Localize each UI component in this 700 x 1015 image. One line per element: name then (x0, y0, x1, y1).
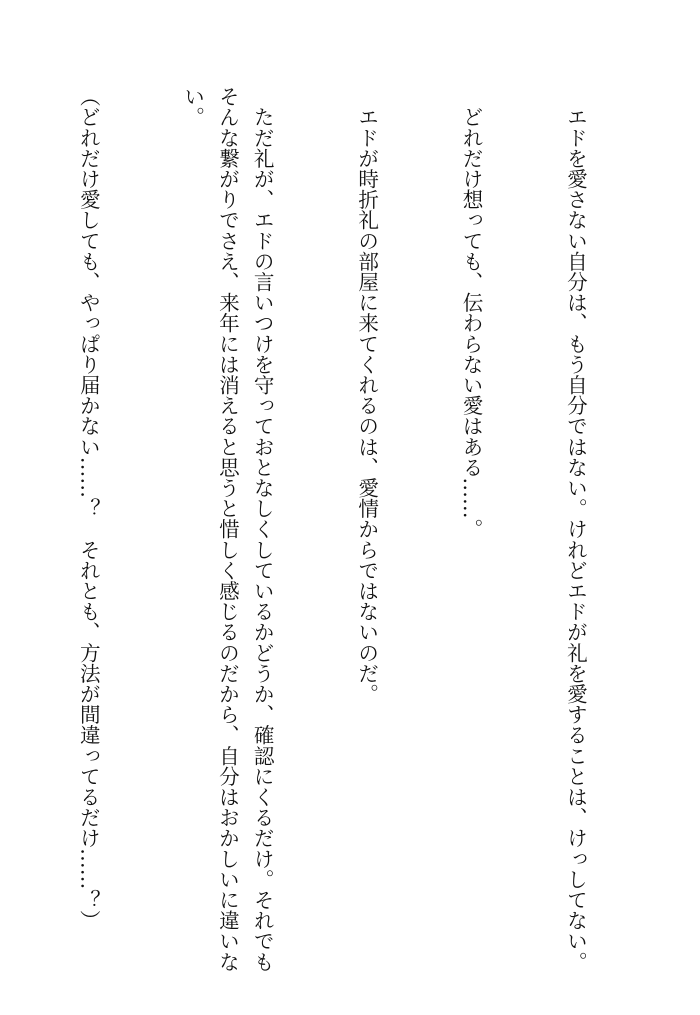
paragraph-line (0, 86, 1, 986)
paragraph-line: （どれだけ愛しても、やっぱり届かない……？ それとも、方法が間違ってるだけ……？） (76, 86, 101, 931)
paragraph-line: エドが時折礼の部屋に来てくれるのは、愛情からではないのだ。 (354, 86, 379, 704)
paragraph-line: どれだけ想っても、伝わらない愛はある……。 (459, 86, 484, 540)
paragraph-line: エドを愛さない自分は、もう自分ではない。けれどエドが礼を愛することは、けっしてない。 (563, 86, 588, 972)
vertical-text-body (0, 86, 662, 986)
paragraph-line: ただ礼が、エドの言いつけを守っておとなしくしているかどうか、確認にくるだけ。それでもそんな繋がりでさえ、来年には消えると思うと惜しく感じるのだから、自分はおかしいに違いない。 (180, 86, 275, 972)
